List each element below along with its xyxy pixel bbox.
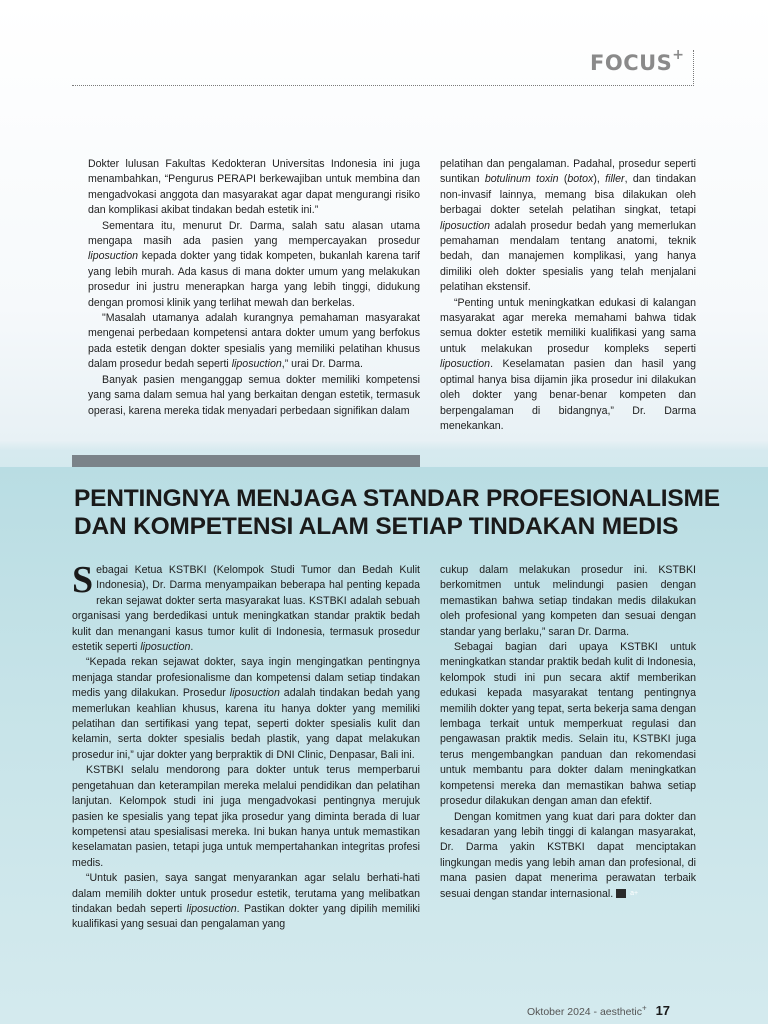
section-heading-line-1: PENTINGNYA MENJAGA STANDAR PROFESIONALISME xyxy=(74,485,720,512)
paragraph: pelatihan dan pengalaman. Padahal, prosedur seperti suntikan botulinum toxin (botox), filler, dan tindakan non-invasif lainnya, memang bisa dilakukan oleh berbagai dokter setelah pelatihan singkat, tetapi liposuction adalah prosedur bedah yang memerlukan pemahaman mendalam tentang anatomi, teknik bedah, dan manajemen komplikasi, yang hanya dimiliki oleh dokter spesialis yang telah menjalani pelatihan ekstensif. xyxy=(440,158,696,294)
paragraph: Banyak pasien menganggap semua dokter memiliki kompetensi yang sama dalam semua hal yang berkaitan dengan estetik, termasuk operasi, karena mereka tidak menyadari perbedaan signifikan dalam xyxy=(88,373,420,417)
article-column-bottom-left xyxy=(72,559,420,933)
paragraph: "Masalah utamanya adalah kurangnya pemahaman masyarakat mengenai perbedaan kompetensi antara dokter umum yang berfokus pada estetik dengan dokter spesialis yang memiliki pelatihan khusus dalam prosedur bedah seperti liposuction,” urai Dr. Darma. xyxy=(88,312,420,371)
paragraph: “Untuk pasien, saya sangat menyarankan agar selalu berhati-hati dalam memilih dokter untuk prosedur estetik, terutama yang melibatkan tindakan bedah seperti liposuction. Pastikan dokter yang dipilih memiliki kualifikasi yang sesuai dan pengalaman yang xyxy=(72,872,420,931)
paragraph: cukup dalam melakukan prosedur ini. KSTBKI berkomitmen untuk melindungi pasien dengan memastikan bahwa setiap tindakan medis dilakukan oleh profesional yang kompeten dan sesuai dengan standar yang berlaku,” saran Dr. Darma. xyxy=(440,564,696,638)
issue-label-sup: + xyxy=(641,1003,647,1013)
paragraph: Sebagai bagian dari upaya KSTBKI untuk meningkatkan standar praktik bedah kulit di Indonesia, kelompok studi ini pun secara aktif memberikan edukasi kepada masyarakat tentang pentingnya memilih dokter yang tepat, serta bekerja sama dengan lembaga terkait untuk memperkuat regulasi dan pengawasan praktik medis. Selain itu, KSTBKI juga terus mengembangkan panduan dan rekomendasi untuk membantu para dokter dalam meningkatkan kompetensi mereka dan memastikan bahwa setiap prosedur dilakukan dengan aman dan efektif. xyxy=(440,641,696,808)
paragraph: “Penting untuk meningkatkan edukasi di kalangan masyarakat agar mereka memahami bahwa tidak semua dokter estetik memiliki kualifikasi yang sama untuk melakukan prosedur kompleks seperti liposuction. Keselamatan pasien dan hasil yang optimal hanya bisa dijamin jika prosedur ini dilakukan oleh dokter yang benar-benar kompeten dan berpengalaman di bidangnya,” Dr. Darma menekankan. xyxy=(440,296,696,432)
section-heading xyxy=(74,485,720,541)
header-vertical-rule xyxy=(693,50,694,86)
article-column-top-right xyxy=(440,157,696,434)
paragraph: Sebagai Ketua KSTBKI (Kelompok Studi Tumor dan Bedah Kulit Indonesia), Dr. Darma menyampaikan beberapa hal penting kepada rekan sejawat dokter serta masyarakat luas. KSTBKI adalah sebuah organisasi yang berdedikasi untuk meningkatkan standar praktik bedah kulit dan menangani kasus tumor kulit di Indonesia, termasuk prosedur estetik seperti liposuction. xyxy=(72,559,420,654)
paragraph: Dengan komitmen yang kuat dari para dokter dan kesadaran yang lebih tinggi di kalangan masyarakat, Dr. Darma yakin KSTBKI dapat menciptakan lingkungan medis yang lebih aman dan profesional, di mana pasien dapat menerima perawatan terbaik sesuai dengan standar internasional. a+ xyxy=(440,810,696,900)
section-heading-line-2: DAN KOMPETENSI ALAM SETIAP TINDAKAN MEDIS xyxy=(74,513,679,540)
article-column-top-left xyxy=(88,157,420,419)
paragraph: “Kepada rekan sejawat dokter, saya ingin mengingatkan pentingnya menjaga standar profesionalisme dan kompetensi dalam setiap tindakan medis yang dilakukan. Prosedur liposuction adalah tindakan bedah yang memerlukan keahlian khusus, karena itu hanya dokter yang memiliki pelatihan dan sertifikasi yang tepat, seperti dokter spesialis kulit dan kelamin, serta dokter spesialis bedah plastik, yang dapat melakukan prosedur ini,” ujar dokter yang berpraktik di DNI Clinic, Denpasar, Bali ini. xyxy=(72,656,420,761)
section-divider-bar xyxy=(72,455,420,467)
paragraph: KSTBKI selalu mendorong para dokter untuk terus memperbarui pengetahuan dan keterampilan mereka melalui pendidikan dan pelatihan lanjutan. Kelompok studi ini juga mengadvokasi pentingnya merujuk pasien ke spesialis yang tepat jika prosedur yang diminta berada di luar kompetensi atau spesialisasi mereka. Ini bukan hanya untuk memastikan keselamatan pasien, tetapi juga untuk mempertahankan integritas profesi medis. xyxy=(72,764,420,869)
page-number: 17 xyxy=(655,1003,671,1018)
paragraph: Dokter lulusan Fakultas Kedokteran Universitas Indonesia ini juga menambahkan, “Pengurus PERAPI berkewajiban untuk membina dan mengadvokasi anggota dan masyarakat agar dapat mengurangi risiko dan komplikasi akibat tindakan bedah estetik ini.” xyxy=(88,158,420,217)
drop-cap: S xyxy=(72,559,94,601)
header-rule xyxy=(72,85,692,86)
page-footer xyxy=(527,1003,670,1018)
issue-label: Oktober 2024 - aesthetic xyxy=(527,1006,642,1018)
end-of-article-icon: a+ xyxy=(616,889,626,898)
section-logo: FOCUS+ xyxy=(590,47,685,75)
paragraph: Sementara itu, menurut Dr. Darma, salah satu alasan utama mengapa masih ada pasien yang mempercayakan prosedur liposuction kepada dokter yang tidak kompeten, bukanlah karena tarif yang lebih murah. Ada kasus di mana dokter umum yang melakukan prosedur ini justru menerapkan harga yang lebih tinggi, didukung dengan promosi klinik yang terlihat mewah dan berkelas. xyxy=(88,219,420,309)
article-column-bottom-right xyxy=(440,563,696,902)
